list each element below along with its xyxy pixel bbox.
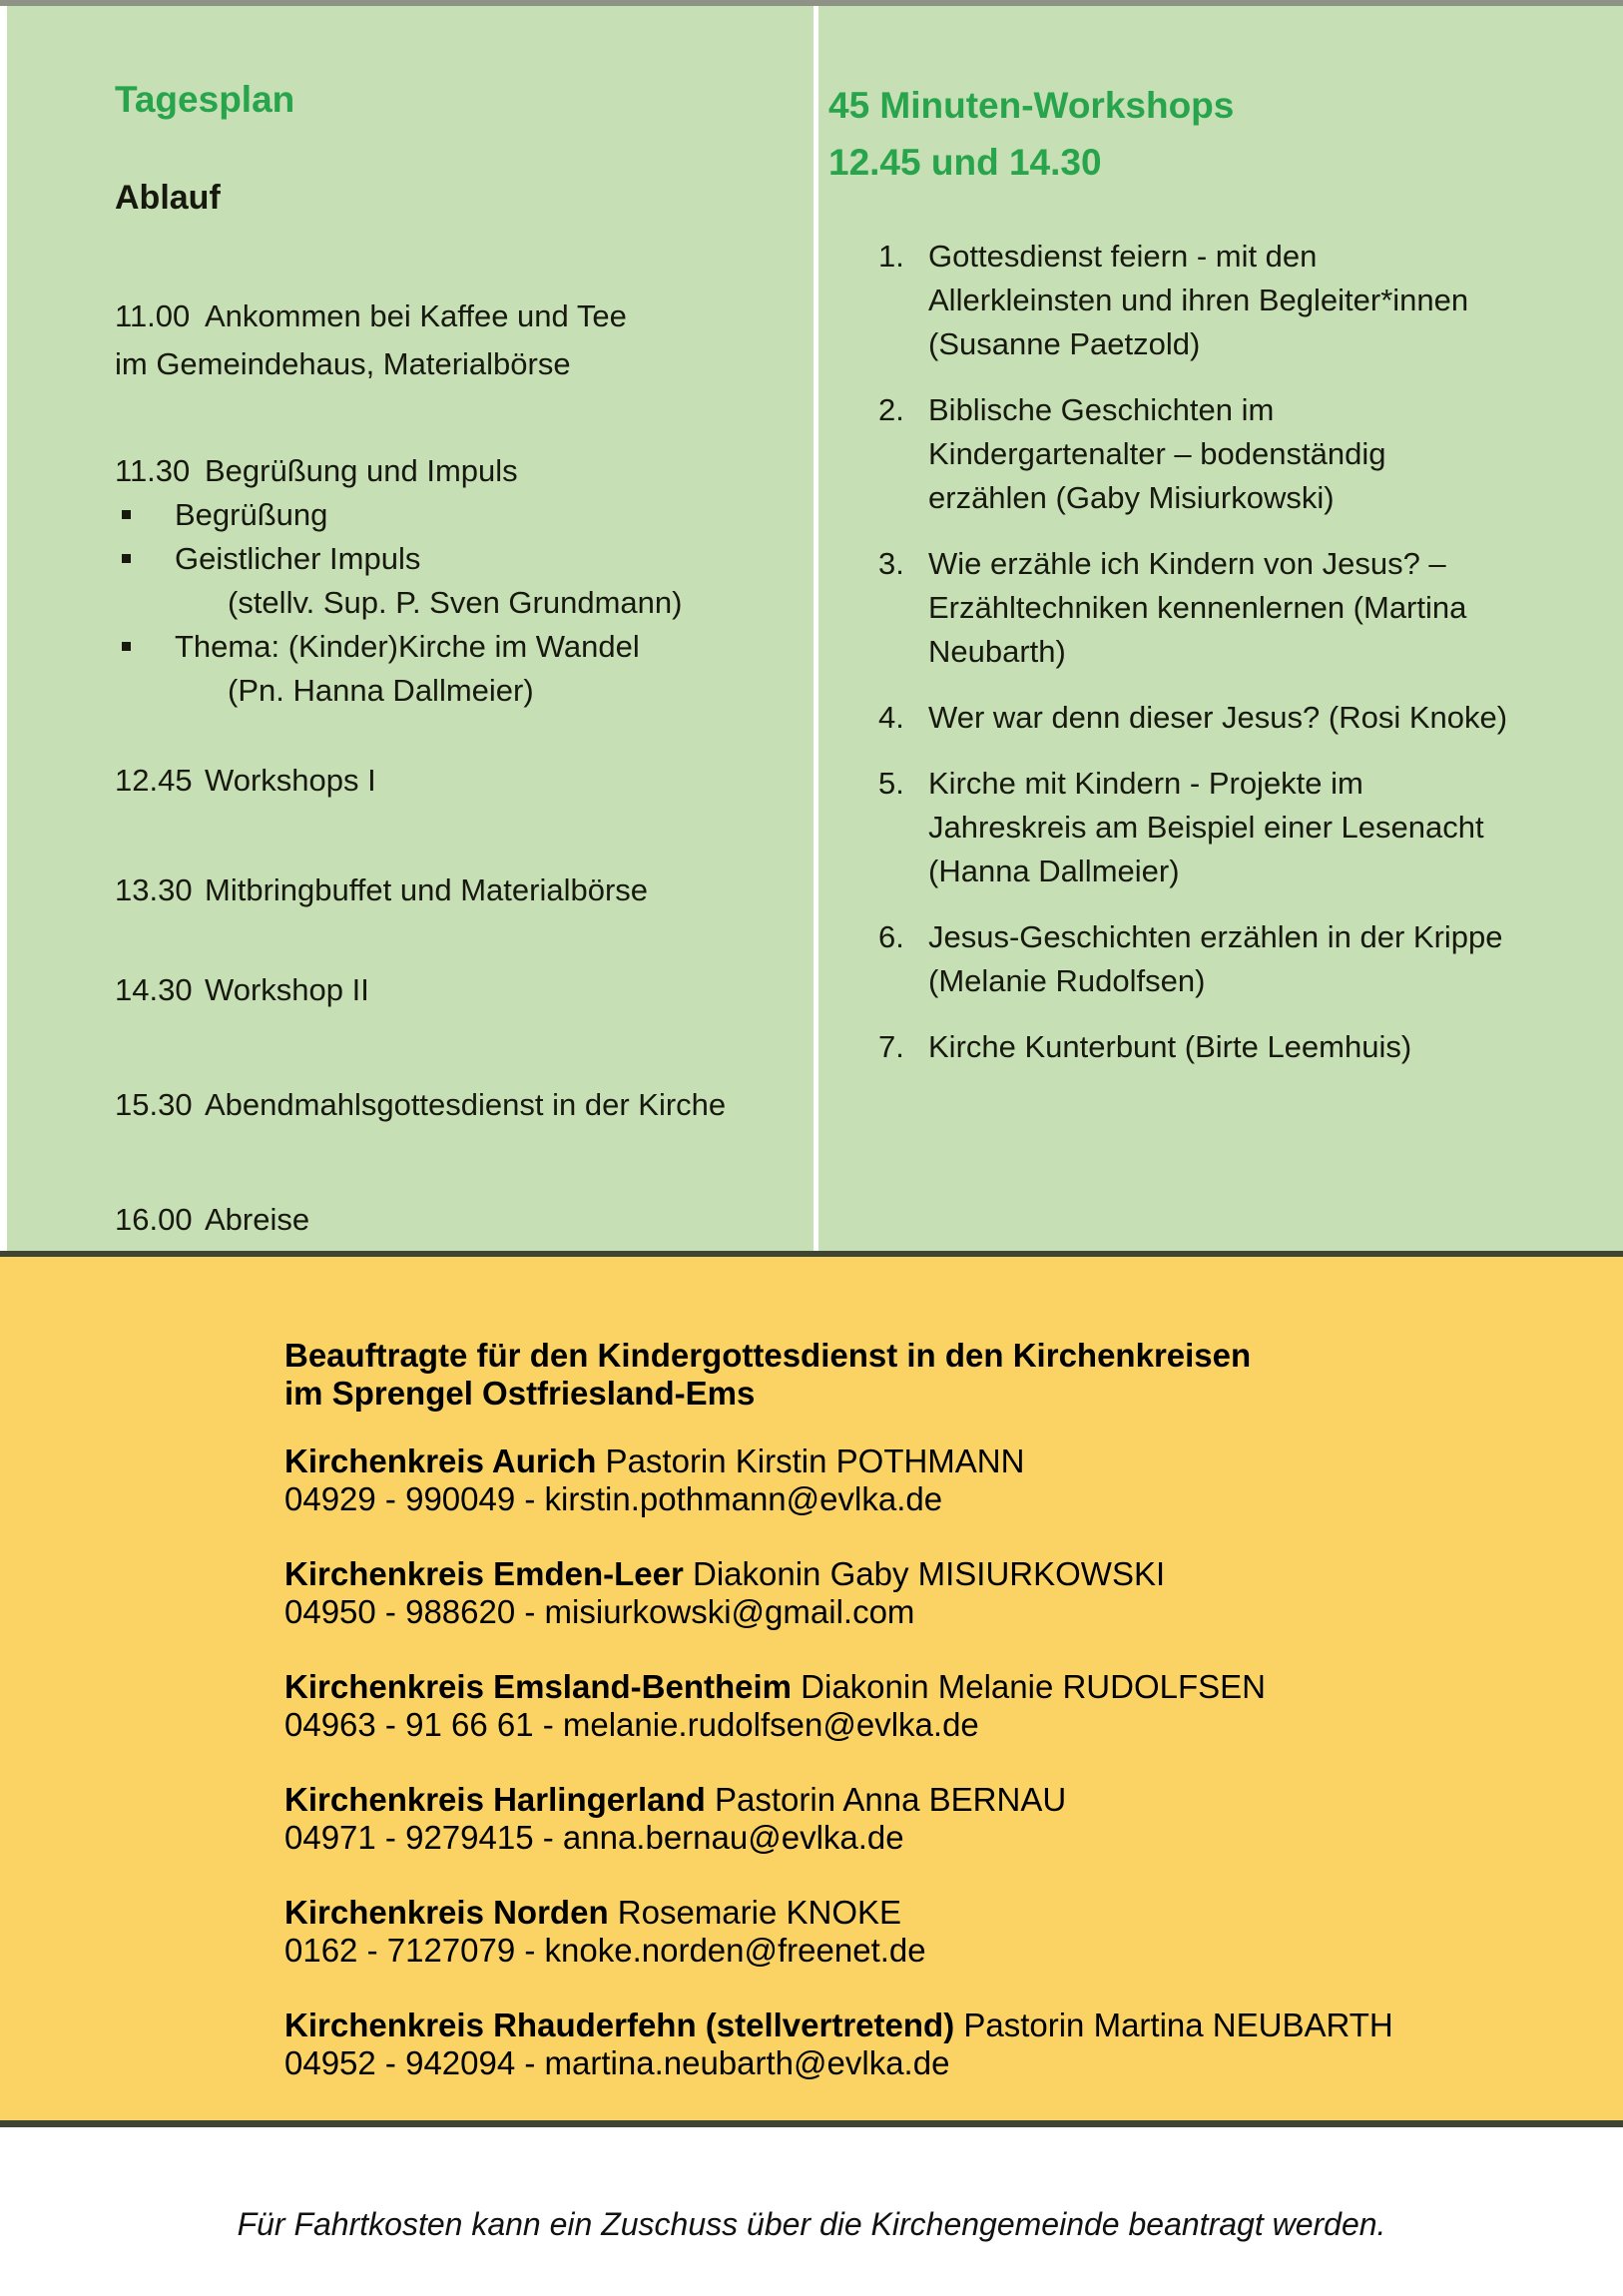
workshop-text	[928, 542, 1547, 674]
workshop-number: 7.	[878, 1029, 904, 1064]
contact-person: Pastorin Martina NEUBARTH	[954, 2007, 1393, 2043]
workshop-text-line: (Susanne Paetzold)	[928, 326, 1201, 361]
workshop-number: 3.	[878, 546, 904, 581]
workshop-text-line: Kirche Kunterbunt (Birte Leemhuis)	[928, 1029, 1412, 1064]
workshops-heading-line1: 45 Minuten-Workshops	[828, 85, 1235, 126]
contact-title-line	[284, 2007, 1503, 2044]
workshop-text	[928, 388, 1547, 520]
contact-region: Kirchenkreis Norden	[284, 1894, 609, 1931]
schedule-bullet-line	[115, 537, 786, 581]
contact-title-line	[284, 1781, 1503, 1819]
schedule-line	[115, 1198, 786, 1242]
schedule-line	[115, 1083, 786, 1127]
contact-region: Kirchenkreis Rhauderfehn (stellvertretend)	[284, 2007, 955, 2043]
contact-entry	[284, 1555, 1503, 1631]
contact-entry	[284, 1894, 1503, 1970]
footer	[0, 2202, 1623, 2246]
tagesplan-column	[115, 6, 786, 1242]
schedule-line	[115, 342, 786, 386]
workshop-item	[878, 1025, 1547, 1069]
workshop-number: 6.	[878, 919, 904, 954]
tagesplan-heading: Tagesplan	[115, 79, 295, 120]
schedule-time: 16.00	[115, 1202, 193, 1237]
schedule-indent-line	[115, 669, 786, 713]
workshop-text-line: Jahreskreis am Beispiel einer Lesenacht	[928, 810, 1484, 845]
contact-info-line: 04950 - 988620 - misiurkowski@gmail.com	[284, 1593, 915, 1630]
contact-person: Rosemarie KNOKE	[608, 1894, 902, 1931]
workshop-text-line: (Melanie Rudolfsen)	[928, 963, 1206, 998]
schedule-text: Abendmahlsgottesdienst in der Kirche	[205, 1087, 727, 1122]
schedule-time: 15.30	[115, 1087, 193, 1122]
contact-region: Kirchenkreis Harlingerland	[284, 1781, 706, 1818]
contact-info-line: 0162 - 7127079 - knoke.norden@freenet.de	[284, 1932, 926, 1969]
workshop-text-line: Kindergartenalter – bodenständig	[928, 436, 1386, 471]
schedule-text: im Gemeindehaus, Materialbörse	[115, 346, 571, 381]
schedule-text: Workshop II	[205, 972, 369, 1007]
program-panel	[7, 6, 1623, 1251]
schedule-line	[115, 449, 786, 493]
schedule-text: Ankommen bei Kaffee und Tee	[205, 298, 627, 333]
contact-info-line: 04952 - 942094 - martina.neubarth@evlka.de	[284, 2044, 950, 2081]
contact-person: Diakonin Gaby MISIURKOWSKI	[683, 1555, 1166, 1592]
contact-region: Kirchenkreis Emsland-Bentheim	[284, 1668, 792, 1705]
contact-entry	[284, 1781, 1503, 1857]
workshop-text	[928, 1025, 1547, 1069]
workshop-item	[878, 542, 1547, 674]
contact-info-line: 04929 - 990049 - kirstin.pothmann@evlka.de	[284, 1480, 943, 1517]
contact-person: Pastorin Anna BERNAU	[705, 1781, 1067, 1818]
workshop-text-line: Allerkleinsten und ihren Begleiter*innen	[928, 283, 1469, 317]
workshop-text-line: Kirche mit Kindern - Projekte im	[928, 766, 1363, 801]
workshop-number: 2.	[878, 392, 904, 427]
contact-title-line	[284, 1668, 1503, 1706]
bullet-icon	[115, 537, 175, 581]
schedule-time: 11.00	[115, 298, 191, 333]
contact-region: Kirchenkreis Aurich	[284, 1442, 597, 1479]
contact-entry	[284, 1668, 1503, 1744]
workshop-text-line: Jesus-Geschichten erzählen in der Krippe	[928, 919, 1503, 954]
schedule-time: 13.30	[115, 872, 193, 907]
contact-title-line	[284, 1555, 1503, 1593]
schedule-text: Begrüßung	[175, 497, 328, 532]
contact-entry	[284, 1442, 1503, 1518]
workshop-text-line: Gottesdienst feiern - mit den	[928, 239, 1318, 274]
contact-person: Pastorin Kirstin POTHMANN	[596, 1442, 1025, 1479]
workshop-text	[928, 915, 1547, 1003]
workshop-text-line: (Hanna Dallmeier)	[928, 854, 1180, 888]
schedule-line	[115, 968, 786, 1012]
workshops-column	[828, 6, 1547, 1091]
workshop-text-line: Biblische Geschichten im	[928, 392, 1275, 427]
schedule-time: 14.30	[115, 972, 193, 1007]
workshop-item	[878, 696, 1547, 740]
workshop-item	[878, 762, 1547, 893]
contact-title-line	[284, 1442, 1503, 1480]
workshop-text	[928, 696, 1547, 740]
schedule-line	[115, 294, 786, 338]
workshop-item	[878, 235, 1547, 366]
workshop-number: 5.	[878, 766, 904, 801]
workshop-item	[878, 915, 1547, 1003]
workshop-item	[878, 388, 1547, 520]
schedule-bullet-line	[115, 625, 786, 669]
schedule-line	[115, 868, 786, 912]
workshops-list	[878, 235, 1547, 1069]
schedule-bullet-line	[115, 493, 786, 537]
yellow-bottom-divider	[0, 2120, 1623, 2127]
schedule-text: Workshops I	[205, 763, 376, 798]
contact-info-line: 04963 - 91 66 61 - melanie.rudolfsen@evlka.de	[284, 1706, 979, 1743]
schedule-text: Begrüßung und Impuls	[205, 453, 518, 488]
contact-person: Diakonin Melanie RUDOLFSEN	[792, 1668, 1267, 1705]
schedule-text: Thema: (Kinder)Kirche im Wandel	[175, 629, 640, 664]
contact-info-line: 04971 - 9279415 - anna.bernau@evlka.de	[284, 1819, 904, 1856]
workshop-text	[928, 235, 1547, 366]
contact-region: Kirchenkreis Emden-Leer	[284, 1555, 684, 1592]
schedule-time: 12.45	[115, 763, 193, 798]
workshop-text-line: Wer war denn dieser Jesus? (Rosi Knoke)	[928, 700, 1508, 735]
workshop-text-line: Wie erzähle ich Kindern von Jesus? –	[928, 546, 1446, 581]
schedule-text: Geistlicher Impuls	[175, 541, 421, 576]
schedule-indent-line	[115, 581, 786, 625]
schedule-text: Abreise	[205, 1202, 310, 1237]
workshop-text-line: erzählen (Gaby Misiurkowski)	[928, 480, 1335, 515]
contact-entry	[284, 2007, 1503, 2082]
workshop-text	[928, 762, 1547, 893]
workshop-text-line: Neubarth)	[928, 634, 1066, 669]
bullet-icon	[115, 625, 175, 669]
schedule-text: (stellv. Sup. P. Sven Grundmann)	[228, 585, 683, 620]
contact-title-line	[284, 1894, 1503, 1932]
workshop-text-line: Erzähltechniken kennenlernen (Martina	[928, 590, 1467, 625]
workshop-number: 4.	[878, 700, 904, 735]
schedule-line	[115, 759, 786, 803]
contacts-panel	[0, 1257, 1623, 2120]
schedule-text: (Pn. Hanna Dallmeier)	[228, 673, 534, 708]
bullet-icon	[115, 493, 175, 537]
schedule-time: 11.30	[115, 453, 191, 488]
workshop-number: 1.	[878, 239, 904, 274]
workshops-heading-line2: 12.45 und 14.30	[828, 142, 1102, 183]
contacts-heading-line2: im Sprengel Ostfriesland-Ems	[284, 1375, 756, 1412]
contacts-heading	[284, 1337, 1503, 1413]
contacts-heading-line1: Beauftragte für den Kindergottesdienst in den Kirchenkreisen	[284, 1337, 1252, 1374]
ablauf-subheading: Ablauf	[115, 179, 221, 217]
column-divider	[813, 6, 818, 1251]
schedule-text: Mitbringbuffet und Materialbörse	[205, 872, 649, 907]
footer-note: Für Fahrtkosten kann ein Zuschuss über die Kirchengemeinde beantragt werden.	[237, 2206, 1386, 2242]
workshops-heading	[828, 77, 1547, 191]
contacts-list	[284, 1442, 1503, 2082]
